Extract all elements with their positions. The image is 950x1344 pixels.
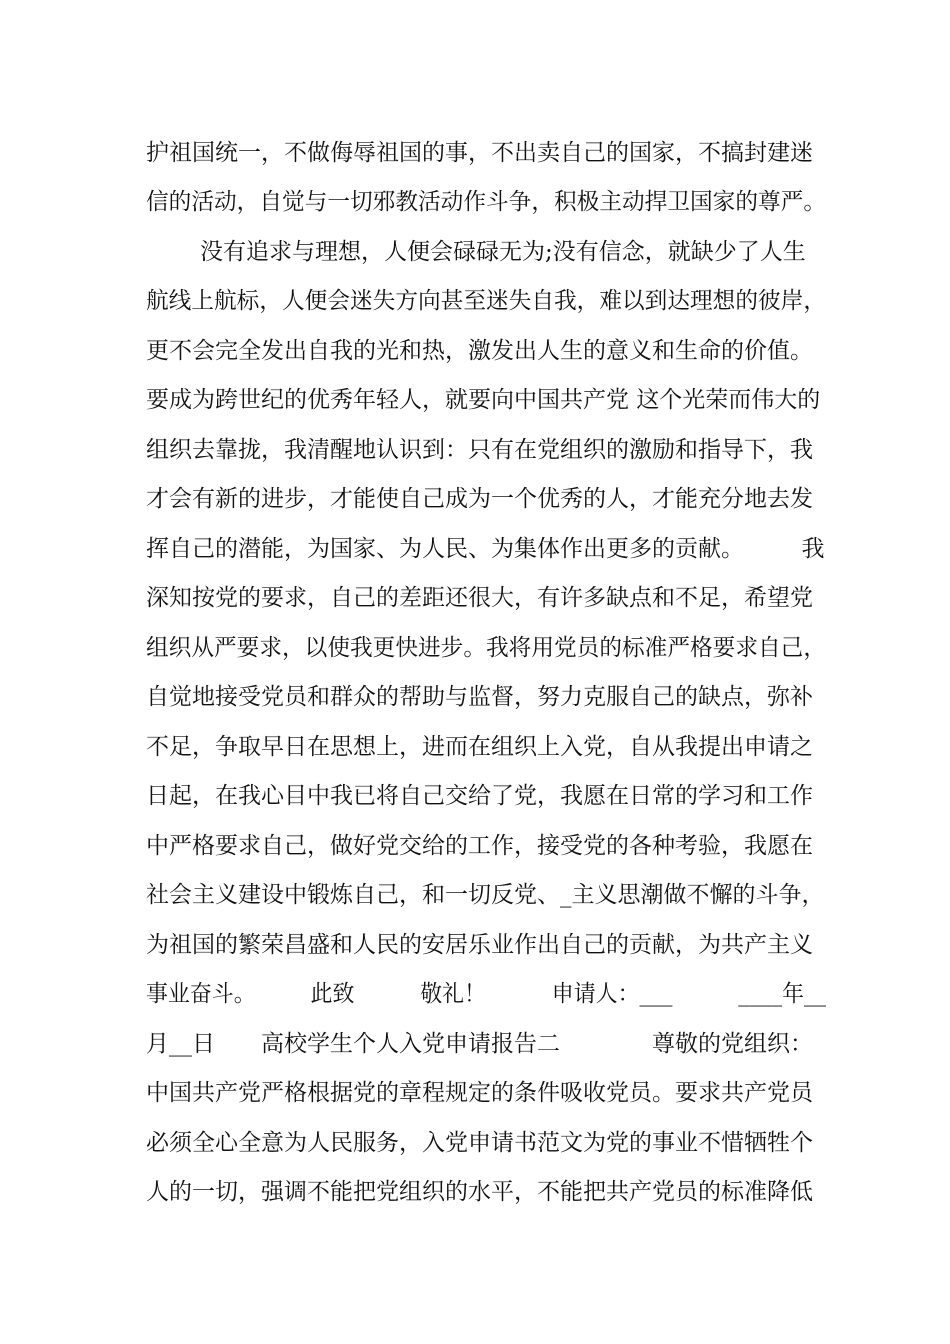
text-line: 要成为跨世纪的优秀年轻人，就要向中国共产党 这个光荣而伟大的 bbox=[146, 387, 821, 413]
text-line: 事业奋斗。 此致 敬礼！ 申请人：___ ____年__ bbox=[146, 981, 826, 1007]
text-line: 没有追求与理想，人便会碌碌无为;没有信念，就缺少了人生 bbox=[200, 239, 806, 265]
text-line: 必须全心全意为人民服务，入党申请书范文为党的事业不惜牺牲个 bbox=[146, 1130, 813, 1156]
text-line: 组织去靠拢，我清醒地认识到：只有在党组织的激励和指导下，我 bbox=[146, 437, 813, 463]
text-line: 社会主义建设中锻炼自己，和一切反党、_主义思潮做不懈的斗争， bbox=[146, 882, 825, 908]
text-line: 中严格要求自己，做好党交给的工作，接受党的各种考验，我愿在 bbox=[146, 833, 813, 859]
text-line: 组织从严要求，以使我更快进步。我将用党员的标准严格要求自己， bbox=[146, 635, 826, 661]
text-line: 更不会完全发出自我的光和热，激发出人生的意义和生命的价值。 bbox=[146, 338, 813, 364]
text-line: 才会有新的进步，才能使自己成为一个优秀的人，才能充分地去发 bbox=[146, 486, 813, 512]
text-line: 航线上航标，人便会迷失方向甚至迷失自我，难以到达理想的彼岸， bbox=[146, 288, 826, 314]
text-line: 人的一切，强调不能把党组织的水平，不能把共产党员的标准降低 bbox=[146, 1179, 813, 1205]
text-line: 月__日 高校学生个人入党申请报告二 尊敬的党组织： bbox=[146, 1031, 813, 1057]
text-line: 深知按党的要求，自己的差距还很大，有许多缺点和不足，希望党 bbox=[146, 585, 813, 611]
text-line: 为祖国的繁荣昌盛和人民的安居乐业作出自己的贡献，为共产主义 bbox=[146, 932, 813, 958]
text-line: 不足，争取早日在思想上，进而在组织上入党，自从我提出申请之 bbox=[146, 734, 813, 760]
text-line: 中国共产党严格根据党的章程规定的条件吸收党员。要求共产党员 bbox=[146, 1080, 813, 1106]
text-line: 自觉地接受党员和群众的帮助与监督，努力克服自己的缺点，弥补 bbox=[146, 684, 813, 710]
text-line: 日起，在我心目中我已将自己交给了党，我愿在日常的学习和工作 bbox=[146, 783, 813, 809]
text-line: 护祖国统一，不做侮辱祖国的事，不出卖自己的国家，不搞封建迷 bbox=[146, 140, 813, 166]
text-line: 信的活动，自觉与一切邪教活动作斗争，积极主动捍卫国家的尊严。 bbox=[146, 189, 826, 215]
text-line: 挥自己的潜能，为国家、为人民、为集体作出更多的贡献。 我 bbox=[146, 536, 825, 562]
